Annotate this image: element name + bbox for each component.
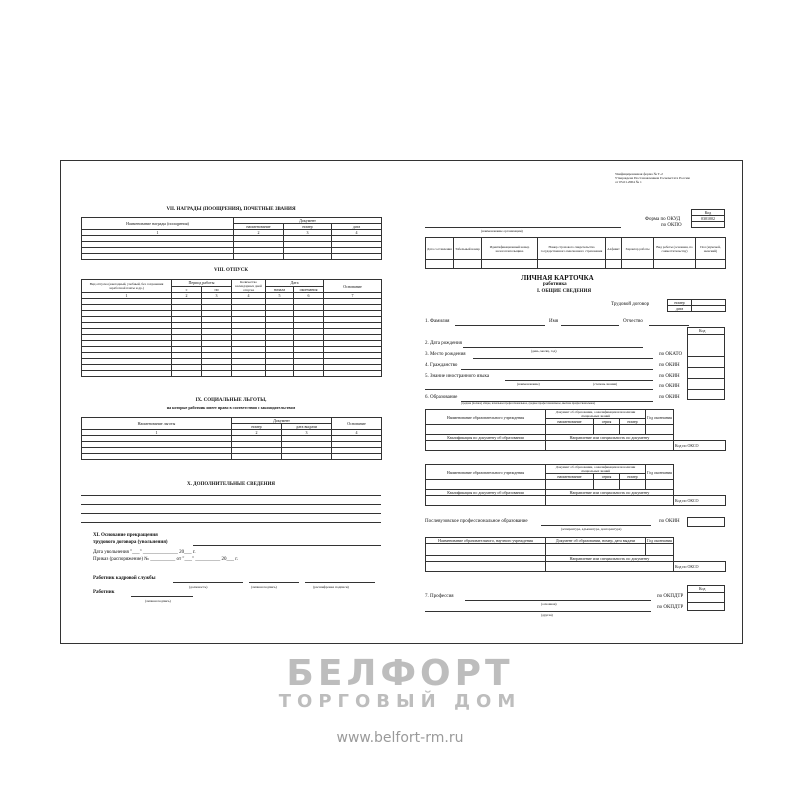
- col-num: 3: [284, 230, 332, 236]
- personal-card-form-spread: [60, 160, 743, 644]
- pg-inst-header: Наименование образовательного, научного учреждения: [426, 538, 546, 544]
- edu-year-header: Год окончания: [646, 465, 674, 480]
- vacation-col-end: окончания: [294, 286, 324, 293]
- section-9-title: IX. СОЦИАЛЬНЫЕ ЛЬГОТЫ,: [195, 398, 267, 403]
- col-tab-number: Табельный номер: [454, 238, 482, 260]
- citizenship-line: [461, 369, 653, 370]
- okin-label-postgrad: по ОКИН: [659, 519, 680, 524]
- hr-position-line: [173, 582, 243, 583]
- birth-date-caption: (день, месяц, год): [531, 349, 557, 353]
- section-7-title: VII. НАГРАДЫ (ПООЩРЕНИЯ), ПОЧЕТНЫЕ ЗВАНИЯ: [166, 207, 296, 212]
- hr-sign-line: [249, 582, 299, 583]
- hr-position-caption: (должность): [189, 585, 208, 589]
- col-num: 1: [82, 430, 232, 436]
- col-alphabet: Алфавит: [606, 238, 622, 260]
- col-num: 2: [232, 430, 282, 436]
- benefits-col-num: номер: [232, 424, 282, 430]
- code-header: Код: [692, 210, 725, 216]
- specialty-header: Направление или специальность по документу: [546, 490, 674, 496]
- hr-worker-label: Работник кадровой службы: [93, 576, 156, 581]
- contract-date-label: дата: [668, 306, 692, 312]
- col-date: Дата составления: [426, 238, 454, 260]
- section-1-title: I. ОБЩИЕ СВЕДЕНИЯ: [537, 289, 592, 294]
- okpdtr-code-header: Код: [699, 586, 706, 591]
- awards-table: [81, 217, 382, 260]
- specialty-header: Направление или специальность по документу: [546, 435, 674, 441]
- okin-label-education: по ОКИН: [659, 395, 680, 400]
- awards-col-name: Наименование награды (поощрения): [82, 218, 234, 230]
- education-table-1: [425, 409, 726, 451]
- firstname-label: Имя: [549, 319, 559, 324]
- benefits-col-doc: Документ: [232, 418, 332, 424]
- awards-col-doc-date: дата: [332, 224, 382, 230]
- patronymic-line: [649, 325, 689, 326]
- code-divider: [687, 378, 725, 379]
- col-num: 3: [202, 293, 232, 299]
- code-divider: [687, 334, 725, 335]
- vacation-table: [81, 279, 382, 377]
- col-gender: Пол (мужской, женский): [696, 238, 726, 260]
- section-10-title: X. ДОПОЛНИТЕЛЬНЫЕ СВЕДЕНИЯ: [187, 482, 275, 487]
- qualification-header: Квалификация по документу об образовании: [426, 435, 546, 441]
- foreign-language-line-2: [425, 389, 653, 390]
- awards-col-doc-num: номер: [284, 224, 332, 230]
- birth-place-line: [473, 358, 653, 359]
- language-level-caption: (степень знания): [593, 382, 618, 386]
- awards-col-doc: Документ: [234, 218, 382, 224]
- form-note-1: Унифицированная форма № Т-2: [615, 172, 663, 176]
- postgrad-code-box: [687, 517, 725, 527]
- pg-year-header: Год окончания: [647, 538, 672, 543]
- patronymic-label: Отчество: [623, 319, 643, 324]
- col-num: 4: [332, 230, 382, 236]
- vacation-col-period: Период работы: [172, 280, 232, 287]
- profession-label: 7. Профессия: [425, 594, 454, 599]
- awards-col-doc-name: наименование: [234, 224, 284, 230]
- section-8-title: VIII. ОТПУСК: [214, 268, 248, 273]
- vacation-col-basis: Основание: [324, 280, 382, 293]
- contract-number-label: номер: [668, 300, 692, 306]
- okpdtr-codes-box: [687, 585, 725, 611]
- col-num: 5: [266, 293, 294, 299]
- vacation-col-date: Дата: [266, 280, 324, 287]
- okud-label: Форма по ОКУД: [645, 217, 681, 222]
- pg-okso-label: Код по ОКСО: [674, 562, 726, 572]
- vacation-col-to: по: [202, 286, 232, 293]
- vacation-col-kind: Вид отпуска (ежегодный, учебный, без сохранения заработной платы и др.): [82, 280, 172, 293]
- profession-line: [465, 600, 651, 601]
- card-subtitle: работника: [543, 282, 567, 287]
- education-table-2: [425, 464, 726, 506]
- card-title: ЛИЧНАЯ КАРТОЧКА: [521, 274, 594, 282]
- lastname-line: [455, 325, 545, 326]
- organization-line: [425, 227, 621, 228]
- okpdtr-label: по ОКПДТР: [657, 594, 684, 599]
- hr-sign-caption: (личная подпись): [251, 585, 277, 589]
- right-page: [421, 161, 727, 643]
- organization-caption: (наименование организации): [481, 229, 523, 233]
- additional-info-line: [81, 495, 381, 496]
- code-divider: [687, 356, 725, 357]
- col-num: 3: [282, 430, 332, 436]
- employee-sign-caption: (личная подпись): [145, 599, 171, 603]
- okin-label-language: по ОКИН: [659, 374, 680, 379]
- edu-inst-header: Наименование образовательного учреждения: [426, 465, 546, 480]
- employee-sign-line: [131, 596, 193, 597]
- section-11-title: XI. Основание прекращения: [93, 533, 158, 538]
- col-num: 1: [82, 293, 172, 299]
- code-divider: [687, 602, 725, 603]
- contract-box: [667, 299, 726, 312]
- code-divider: [687, 592, 725, 593]
- watermark-subtitle: ТОРГОВЫЙ ДОМ: [278, 691, 522, 712]
- profession-main-caption: (основная): [541, 602, 557, 606]
- section-9-subtitle: на которые работник имеет право в соответствии с законодательством: [166, 405, 296, 410]
- vacation-col-start: начала: [266, 286, 294, 293]
- edu-year-header: Год окончания: [646, 410, 674, 425]
- dismissal-date: Дата увольнения "___" ______________ 20___ г.: [93, 550, 196, 555]
- edu-series-header: серия: [594, 419, 620, 425]
- profession-line-2: [425, 611, 651, 612]
- code-divider: [687, 389, 725, 390]
- edu-series-header: серия: [594, 474, 620, 480]
- edu-doc-name-header: наименование: [546, 419, 594, 425]
- foreign-language-label: 5. Знание иностранного языка: [425, 374, 490, 379]
- watermark-brand: БЕЛФОРТ: [286, 653, 514, 694]
- benefits-table: [81, 417, 382, 460]
- col-num: 4: [232, 293, 266, 299]
- col-work-character: Характер работы: [622, 238, 654, 260]
- codes-header: Код: [699, 328, 706, 333]
- postgrad-caption: (аспирантура, адъюнктура, докторантура): [561, 527, 622, 531]
- dismissal-order: Приказ (распоряжение) № __________ от "___" __________ 20___ г.: [93, 557, 238, 562]
- col-num: 4: [332, 430, 382, 436]
- additional-info-line: [81, 513, 381, 514]
- postgrad-label: Послевузовское профессиональное образование: [425, 519, 528, 524]
- additional-info-line: [81, 522, 381, 523]
- language-name-caption: (наименование): [517, 382, 540, 386]
- okin-label-language-2: по ОКИН: [659, 384, 680, 389]
- codes-box: [691, 209, 725, 228]
- left-page: [81, 161, 381, 643]
- additional-info-line: [81, 504, 381, 505]
- okin-label-citizenship: по ОКИН: [659, 363, 680, 368]
- col-num: 2: [234, 230, 284, 236]
- benefits-col-basis: Основание: [332, 418, 382, 430]
- edu-doc-header: Документ об образовании, о квалификации или наличии специальных знаний: [546, 410, 646, 419]
- postgrad-table: [425, 537, 726, 572]
- vacation-col-from: с: [172, 286, 202, 293]
- hr-decode-line: [305, 582, 375, 583]
- form-note-2: Утверждена Постановлением Госкомстата России: [615, 176, 690, 180]
- employee-codes-table: [425, 237, 726, 269]
- okud-value: 0301002: [692, 216, 725, 222]
- col-num: 2: [172, 293, 202, 299]
- birth-date-label: 2. Дата рождения: [425, 341, 462, 346]
- firstname-line: [561, 325, 619, 326]
- edu-num-header: номер: [620, 474, 646, 480]
- code-divider: [687, 367, 725, 368]
- education-label: 6. Образование: [425, 395, 458, 400]
- edu-inst-header: Наименование образовательного учреждения: [426, 410, 546, 425]
- section-11-title-2: трудового договора (увольнения): [93, 540, 168, 545]
- qualification-header: Квалификация по документу об образовании: [426, 490, 546, 496]
- benefits-col-date: дата выдачи: [282, 424, 332, 430]
- form-note-3: от 05.01.2004 № 1: [615, 180, 642, 184]
- benefits-col-name: Наименование льготы: [82, 418, 232, 430]
- birth-place-label: 3. Место рождения: [425, 352, 466, 357]
- col-num: 7: [324, 293, 382, 299]
- vacation-col-days: Количество календарных дней отпуска: [232, 280, 266, 293]
- termination-basis-line: [193, 545, 381, 546]
- okpdtr-label-2: по ОКПДТР: [657, 605, 684, 610]
- pg-doc-header: Документ об образовании, номер, дата выдачи: [546, 538, 646, 544]
- pg-specialty-header: Направление или специальность по документу: [546, 556, 674, 562]
- education-caption: (среднее (полное) общее, начальное профессиональное, среднее профессиональное, высшее профессиональное): [461, 402, 596, 405]
- employee-label: Работник: [93, 590, 115, 595]
- col-inn: Идентификационный номер налогоплательщика: [482, 238, 538, 260]
- col-work-kind: Вид работы (основная, по совместительству): [654, 238, 696, 260]
- okpo-label: по ОКПО: [661, 223, 682, 228]
- profession-other-caption: (другая): [541, 613, 553, 617]
- edu-doc-header: Документ об образовании, о квалификации или наличии специальных знаний: [546, 465, 646, 474]
- col-num: 6: [294, 293, 324, 299]
- lastname-label: 1. Фамилия: [425, 319, 450, 324]
- edu-num-header: номер: [620, 419, 646, 425]
- citizenship-label: 4. Гражданство: [425, 363, 458, 368]
- col-snils: Номер страхового свидетельства государственного пенсионного страхования: [538, 238, 606, 260]
- edu-doc-name-header: наименование: [546, 474, 594, 480]
- col-num: 1: [82, 230, 234, 236]
- okato-label: по ОКАТО: [659, 352, 683, 357]
- hr-decode-caption: (расшифровка подписи): [313, 585, 349, 589]
- okso-label: Код по ОКСО: [674, 441, 726, 451]
- watermark-url: www.belfort-rm.ru: [336, 730, 464, 746]
- okso-label: Код по ОКСО: [674, 496, 726, 506]
- contract-label: Трудовой договор: [611, 302, 650, 307]
